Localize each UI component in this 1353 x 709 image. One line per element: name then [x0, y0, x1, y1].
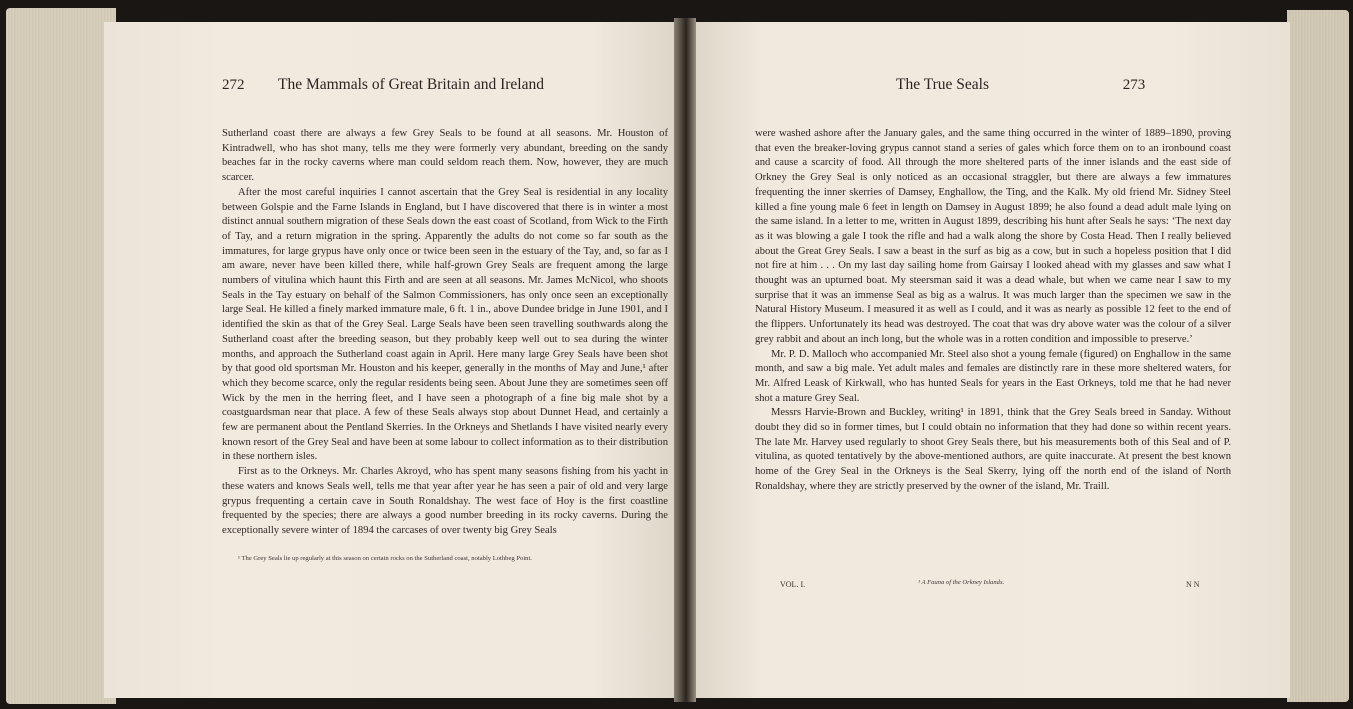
left-page-header [222, 76, 544, 94]
page-number-right: 273 [1122, 77, 1146, 93]
volume-mark: VOL. I. [780, 580, 806, 589]
right-footnote: ¹ A Fauna of the Orkney Islands. [918, 579, 1005, 586]
right-page-edges [1287, 10, 1349, 702]
page-number-left: 272 [222, 77, 245, 93]
left-running-head: The Mammals of Great Britain and Ireland [277, 76, 544, 93]
right-paragraph-1: were washed ashore after the January gales, and the same thing occurred in the winter of 1889–1890, proving that even the breaker-loving grypus cannot stand a series of gales which force them on to an ironbound coast and cause a scarcity of food. All through the more sheltered parts of the inner islands and the east side of Orkney the Grey Seal is only noticed as an occasional straggler, but there are always a few immatures frequenting the inner skerries of Damsey, Enghallow, the Ting, and the Kalk. My old friend Mr. Sidney Steel killed a fine young male 6 feet in length on Damsey in August 1899; he also found a dead adult male lying on the same island. In a letter to me, written in August 1899, describing his hunt after Seals he says: ‘The next day as it was blowing a gale I took the rifle and had a walk along the shore by Costa Head. Then I really believed about the Great Grey Seals. I saw a beast in the surf as big as a cow, but in such a hopeless position that I did not fire at him . . . On my last day sailing home from Gairsay I looked ahead with my glasses and saw what I thought was an upturned boat. My steersman said it was a dead whale, but when we came near I saw to my surprise that it was an immense Seal as big as a walrus. It was much larger than the specimen we saw in the Natural History Museum. I measured it as well as I could, and it was as nearly as possible 12 feet to the end of the flippers. Unfortunately its head was destroyed. The coat that was dry above water was the colour of a silver grey rabbit and about an inch long, but the whole was in a rotten condition and impossible to preserve.’ [755, 128, 1231, 345]
right-running-head: The True Seals [896, 76, 989, 93]
book-gutter [674, 18, 696, 702]
right-body-text [755, 127, 1231, 495]
right-paragraph-3: Messrs Harvie-Brown and Buckley, writing¹ in 1891, think that the Grey Seals breed in Sanday. Without doubt they did so in former times, but I could obtain no information that they had done so within recent years. The late Mr. Harvey used regularly to shoot Grey Seals there, but his measurements both of this Seal and of P. vitulina, as quoted tentatively by the above-mentioned authors, are quite inaccurate. At present the best known home of the Grey Seal in the Orkneys is the Seal Skerry, lying off the north end of the island of North Ronaldshay, where they are strictly preserved by the owner of the island, Mr. Traill. [755, 407, 1231, 492]
left-body-text [222, 127, 668, 539]
left-paragraph-1: Sutherland coast there are always a few Grey Seals to be found at all seasons. Mr. Houston of Kintradwell, who has shot many, tells me they were formerly very abundant, breeding on the sandy beaches far in the rocky caverns where man could seldom reach them. Now, however, they are much scarcer. [222, 128, 668, 184]
right-page-header [896, 76, 1145, 94]
left-paragraph-3: First as to the Orkneys. Mr. Charles Akroyd, who has spent many seasons fishing from his yacht in these waters and knows Seals well, tells me that year after year he has seen a pair of old and very large grypus frequenting a certain cave in South Ronaldshay. The west face of Hoy is the first coastline frequented by the species; there are always a good number breeding in its rocky caverns. During the exceptionally severe winter of 1894 the carcases of over twenty big Grey Seals [222, 466, 668, 536]
left-footnote: ¹ The Grey Seals lie up regularly at this season on certain rocks on the Sutherland coast, notably Lothbeg Point. [238, 555, 532, 562]
signature-mark: N N [1186, 580, 1200, 589]
left-page-edges [6, 8, 116, 704]
right-paragraph-2: Mr. P. D. Malloch who accompanied Mr. Steel also shot a young female (figured) on Enghallow in the same month, and saw a big male. Yet adult males and females are distinctly rare in these more sheltered waters, for Mr. Alfred Leask of Kirkwall, who has hunted Seals for years in the East Orkneys, told me that he had never shot a mature Grey Seal. [755, 348, 1231, 404]
left-paragraph-2: After the most careful inquiries I cannot ascertain that the Grey Seal is residential in any locality between Golspie and the Farne Islands in England, but I have discovered that there is in winter a most distinct annual southern migration of these Seals down the east coast of Scotland, from Wick to the Firth of Tay, and a return migration in the spring. Apparently the adults do not come so far south as the immatures, for large grypus have only once or twice been seen in the estuary of the Tay, and, so far as I am aware, never have been killed there, while half-grown Grey Seals are frequent among the large numbers of vitulina which haunt this Firth and are seen at all seasons. Mr. James McNicol, who shoots Seals in the Tay estuary on behalf of the Salmon Commissioners, has only once seen an exceptionally large Seal. He killed a finely marked immature male, 6 ft. 1 in., above Dundee bridge in June 1901, and I identified the skin as that of the Grey Seal. Large Seals have been seen travelling southwards along the Sutherland coast after the breeding season, but they probably keep well out to sea during the winter months, and approach the Sutherland coast again in April. Here many large Grey Seals have been shot by that good old sportsman Mr. Houston and his keeper, generally in the months of May and June,¹ after which they become scarce, only the regular residents being seen. About June they are sometimes seen off Wick by the men in the herring fleet, and I have seen a photograph of a fine big male shot by a coastguardsman near that place. A few of these Seals always stop about Dunnet Head, and certainly a few are permanent about the Pentland Skerries. In the Orkneys and Shetlands I have visited nearly every known resort of the Grey Seal and have been at some labour to collect information as to their distribution in these northern isles. [222, 186, 668, 463]
